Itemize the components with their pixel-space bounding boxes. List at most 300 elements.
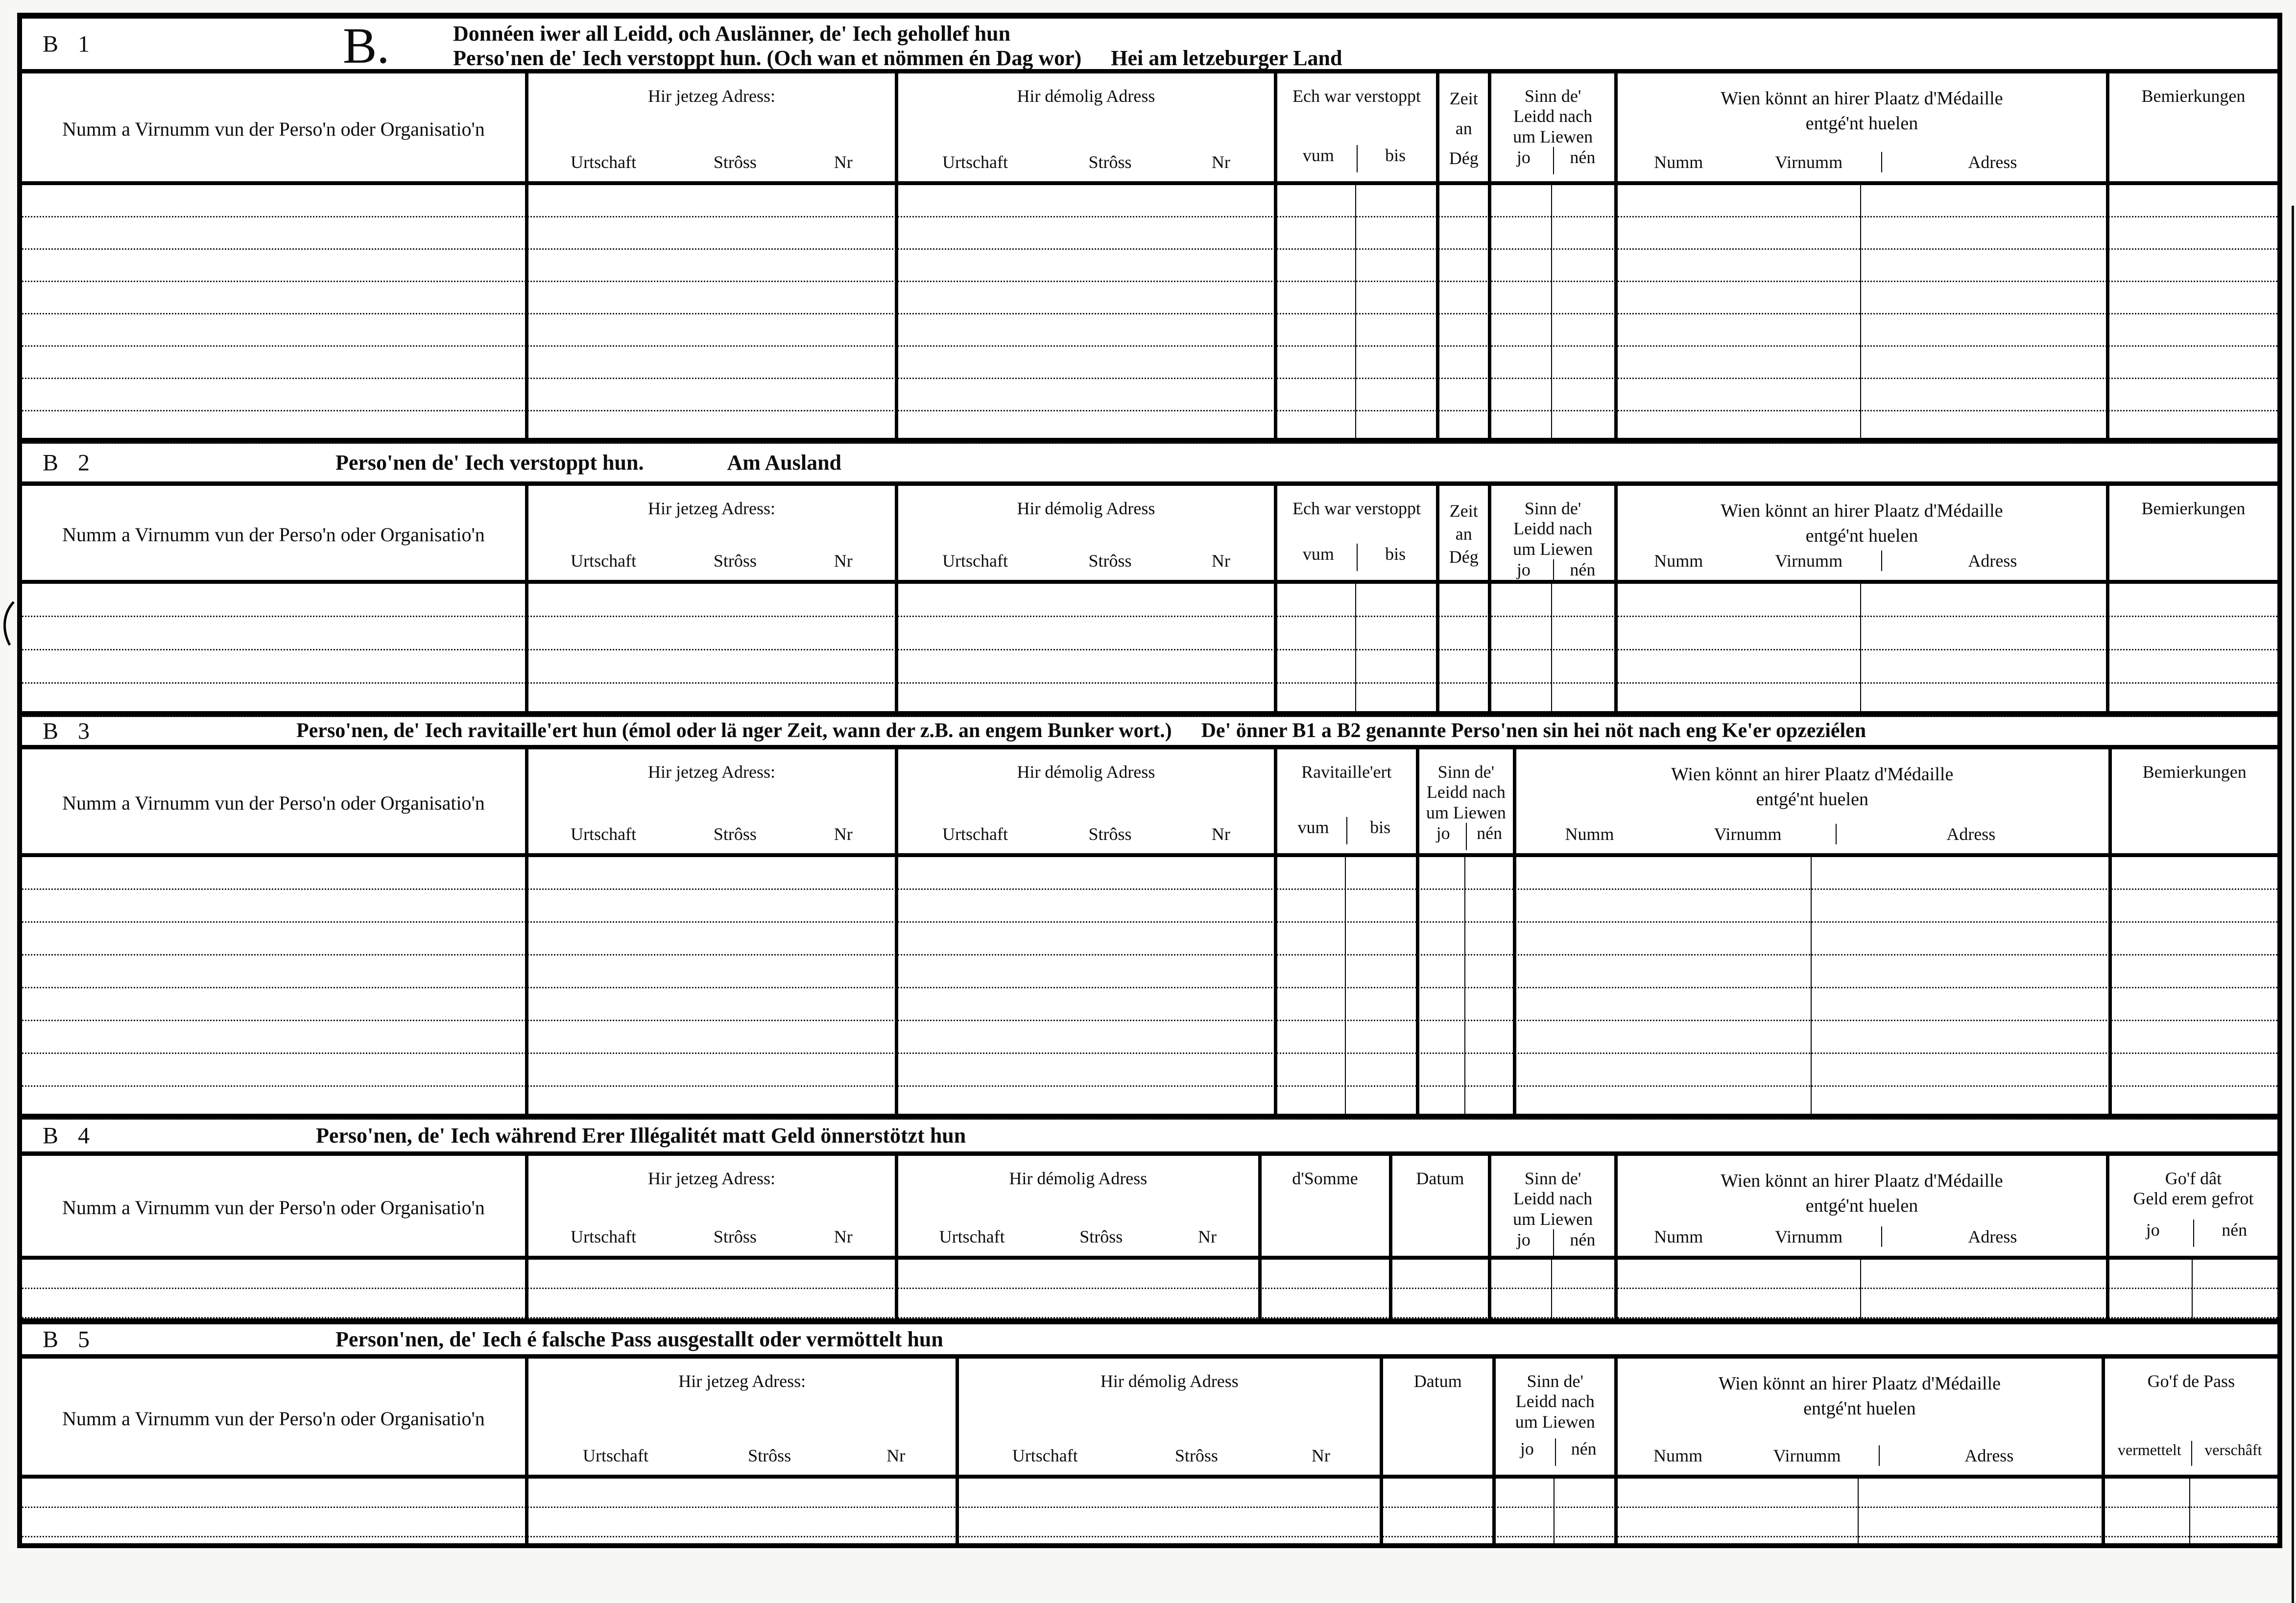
column-rule — [1258, 1260, 1262, 1318]
section-b1-title2-text: Perso'nen de' Iech verstoppt hun. (Och wan et nömmen én Dag wor) — [453, 46, 1082, 71]
still-alive-subheads — [1499, 1438, 1611, 1466]
alive-line2: Leidd nach — [1513, 106, 1593, 126]
section-b2-title-suffix: Am Ausland — [727, 450, 842, 475]
writing-line — [22, 650, 2277, 684]
section-b2-title-text: Perso'nen de' Iech verstoppt hun. — [335, 450, 644, 475]
col-still-alive — [1488, 1156, 1614, 1256]
sub-stross: Strôss — [713, 824, 757, 844]
section-b3-body — [22, 857, 2277, 1120]
form-letter: B. — [343, 18, 390, 74]
col-current-address — [525, 1156, 895, 1256]
section-b3-title-bar — [22, 717, 2277, 749]
sub-urtschaft: Urtschaft — [571, 1227, 637, 1246]
remarks-label: Bemierkungen — [2142, 762, 2247, 782]
col-still-alive — [1492, 1359, 1614, 1475]
column-rule — [1614, 185, 1618, 438]
zeit-line3: Dég — [1449, 148, 1479, 168]
col-name-label: Numm a Virnumm vun der Perso'n oder Organisatio'n — [62, 524, 485, 546]
writing-line — [22, 379, 2277, 411]
section-b3-title-suffix: De' önner B1 a B2 genannte Perso'nen sin hei nöt nach eng Ke'er opzeziélen — [1201, 719, 1866, 742]
medal-line1: Wien könnt an hirer Plaatz d'Médaille — [1671, 764, 1954, 785]
col-still-alive — [1488, 73, 1614, 181]
writing-line — [22, 1508, 2277, 1537]
column-rule — [2106, 1260, 2109, 1318]
column-rule — [525, 1260, 528, 1318]
column-rule — [895, 185, 898, 438]
sub-jo: jo — [2146, 1220, 2160, 1240]
col-name-label: Numm a Virnumm vun der Perso'n oder Organisatio'n — [62, 1407, 485, 1430]
medal-line2: entgé'nt huelen — [1805, 526, 1918, 547]
current-address-label: Hir jetzeg Adress: — [648, 499, 775, 518]
former-address-label: Hir démolig Adress — [1100, 1371, 1239, 1391]
col-name — [22, 749, 525, 853]
section-b5-header — [22, 1359, 2277, 1479]
column-rule — [1380, 1479, 1383, 1543]
sub-nr: Nr — [1197, 1227, 1217, 1246]
alive-line3: um Liewen — [1513, 126, 1593, 146]
col-zeit-an-deg — [1436, 486, 1488, 580]
sub-numm: Numm — [1654, 152, 1703, 172]
current-address-label: Hir jetzeg Adress: — [648, 762, 775, 782]
former-address-label: Hir démolig Adress — [1017, 86, 1155, 106]
hidden-period-label: Ech war verstoppt — [1292, 499, 1421, 518]
column-rule — [1436, 185, 1439, 438]
page-edge-line — [2292, 206, 2294, 1603]
column-rule — [1551, 185, 1552, 438]
col-dsomme — [1258, 1156, 1389, 1256]
alive-line3: um Liewen — [1426, 802, 1506, 822]
column-rule — [1811, 857, 1812, 1114]
col-name — [22, 1156, 525, 1256]
col-former-address — [895, 749, 1274, 853]
column-rule — [1614, 1479, 1618, 1543]
alive-line1: Sinn de' — [1527, 1371, 1584, 1391]
alive-line1: Sinn de' — [1524, 86, 1581, 106]
writing-line — [22, 314, 2277, 347]
col-name-label: Numm a Virnumm vun der Perso'n oder Organisatio'n — [62, 1196, 485, 1219]
still-alive-label — [1494, 1169, 1611, 1229]
sub-stross: Strôss — [1174, 1446, 1218, 1465]
zeit-line1: Zeit — [1449, 501, 1478, 521]
medal-subheads — [1621, 1226, 2103, 1247]
sub-stross: Strôss — [1088, 551, 1132, 571]
zeit-line1: Zeit — [1449, 89, 1478, 108]
section-b4-header — [22, 1156, 2277, 1260]
sub-nr: Nr — [1211, 824, 1230, 844]
sub-nr: Nr — [886, 1446, 906, 1465]
zeit-line2: an — [1455, 119, 1472, 139]
section-b3 — [22, 717, 2277, 1120]
writing-line — [22, 857, 2277, 890]
sub-adress: Adress — [1879, 1445, 2099, 1466]
current-address-label: Hir jetzeg Adress: — [648, 1169, 775, 1188]
sub-virnumm: Virnumm — [1775, 1227, 1843, 1246]
col-medal-recipient — [1614, 1359, 2102, 1475]
col-name — [22, 1359, 525, 1475]
alive-line2: Leidd nach — [1513, 1189, 1593, 1209]
column-rule — [895, 1260, 898, 1318]
medal-line1: Wien könnt an hirer Plaatz d'Médaille — [1721, 501, 2003, 521]
writing-line — [22, 347, 2277, 379]
sub-nr: Nr — [834, 824, 853, 844]
section-b2-code: B 2 — [43, 450, 97, 476]
current-address-subheads — [531, 1226, 892, 1247]
sub-urtschaft: Urtschaft — [1012, 1446, 1078, 1465]
writing-line — [22, 584, 2277, 617]
column-rule — [1274, 185, 1277, 438]
section-b1-title — [453, 22, 1342, 71]
money-line2: Geld erem gefrot — [2133, 1189, 2254, 1209]
medal-label — [1621, 499, 2103, 549]
handwritten-margin-mark — [0, 600, 17, 649]
medal-subheads — [1621, 152, 2103, 172]
section-b2-title — [335, 450, 841, 475]
medal-subheads — [1519, 824, 2105, 844]
column-rule — [1274, 857, 1277, 1114]
sub-nr: Nr — [834, 551, 853, 571]
current-address-label: Hir jetzeg Adress: — [678, 1371, 806, 1391]
section-b3-header — [22, 749, 2277, 857]
medal-label — [1621, 86, 2103, 137]
current-address-subheads — [531, 152, 892, 172]
section-b1-title-bar — [22, 19, 2277, 73]
ravitailleert-subheads — [1280, 817, 1413, 844]
still-alive-label — [1499, 1371, 1611, 1432]
alive-line2: Leidd nach — [1513, 519, 1593, 539]
col-name-label: Numm a Virnumm vun der Perso'n oder Organisatio'n — [62, 792, 485, 814]
column-rule — [2192, 1260, 2193, 1318]
col-former-address — [956, 1359, 1380, 1475]
column-rule — [525, 584, 528, 711]
still-alive-subheads — [1494, 1229, 1611, 1256]
still-alive-subheads — [1494, 147, 1611, 174]
alive-line3: um Liewen — [1515, 1412, 1595, 1432]
alive-line1: Sinn de' — [1437, 762, 1495, 782]
col-medal-recipient — [1614, 1156, 2106, 1256]
sub-nen: nén — [2193, 1220, 2274, 1247]
sub-nr: Nr — [1311, 1446, 1330, 1465]
former-address-subheads — [901, 1226, 1255, 1247]
hidden-period-subheads — [1280, 145, 1434, 172]
section-b5-code: B 5 — [43, 1326, 97, 1352]
col-former-address — [895, 1156, 1258, 1256]
section-b1-title-line1: Donnéen iwer all Leidd, och Auslänner, de' Iech gehollef hun — [453, 22, 1011, 46]
section-b4-body — [22, 1260, 2277, 1324]
col-former-address — [895, 486, 1274, 580]
sub-nen: nén — [1466, 823, 1512, 850]
section-b2-header — [22, 486, 2277, 584]
still-alive-label — [1494, 86, 1611, 147]
sub-nen: nén — [1553, 559, 1611, 580]
section-b4-code: B 4 — [43, 1123, 97, 1148]
sub-urtschaft: Urtschaft — [942, 551, 1008, 571]
writing-line — [22, 923, 2277, 956]
column-rule — [525, 857, 528, 1114]
section-b1-code: B 1 — [43, 31, 97, 57]
sub-vum: vum — [1302, 145, 1334, 165]
current-address-subheads — [531, 550, 892, 571]
col-name — [22, 73, 525, 181]
col-medal-recipient — [1614, 73, 2106, 181]
still-alive-label — [1494, 499, 1611, 559]
column-rule — [1488, 584, 1491, 711]
section-b5-title — [335, 1327, 943, 1351]
writing-line — [22, 1289, 2277, 1318]
former-address-subheads — [901, 152, 1271, 172]
zeit-line2: an — [1455, 524, 1472, 544]
section-b2-body — [22, 584, 2277, 717]
sub-urtschaft: Urtschaft — [571, 152, 637, 172]
writing-line — [22, 1260, 2277, 1289]
column-rule — [1554, 1479, 1555, 1543]
sub-vum: vum — [1302, 544, 1334, 564]
column-rule — [1355, 185, 1356, 438]
money-returned-subheads — [2112, 1220, 2274, 1247]
column-rule — [2189, 1479, 2190, 1543]
sub-jo: jo — [1516, 560, 1531, 580]
remarks-label: Bemierkungen — [2141, 499, 2246, 518]
column-rule — [1355, 584, 1356, 711]
sub-adress: Adress — [1881, 152, 2103, 172]
sub-urtschaft: Urtschaft — [583, 1446, 648, 1465]
column-rule — [1614, 584, 1618, 711]
column-rule — [1551, 1260, 1552, 1318]
still-alive-subheads — [1494, 559, 1611, 580]
column-rule — [1860, 185, 1861, 438]
col-former-address — [895, 73, 1274, 181]
column-rule — [2106, 185, 2109, 438]
sub-adress: Adress — [1836, 824, 2105, 844]
zeit-line3: Dég — [1449, 547, 1479, 567]
section-b5-title-text: Person'nen, de' Iech é falsche Pass ausgestallt oder vermöttelt hun — [335, 1327, 943, 1351]
alive-line3: um Liewen — [1513, 539, 1593, 559]
sub-nr: Nr — [1211, 551, 1230, 571]
alive-line1: Sinn de' — [1524, 499, 1581, 518]
hidden-period-label: Ech war verstoppt — [1292, 86, 1421, 106]
col-medal-recipient — [1614, 486, 2106, 580]
sub-nr: Nr — [834, 152, 853, 172]
writing-line — [22, 282, 2277, 314]
column-rule — [1274, 584, 1277, 711]
section-b1-header — [22, 73, 2277, 185]
writing-line — [22, 411, 2277, 444]
column-rule — [1492, 1479, 1496, 1543]
medal-line1: Wien könnt an hirer Plaatz d'Médaille — [1721, 88, 2003, 109]
col-remarks — [2106, 486, 2277, 580]
writing-line — [22, 1021, 2277, 1054]
sub-urtschaft: Urtschaft — [571, 824, 637, 844]
column-rule — [1416, 857, 1419, 1114]
column-rule — [1345, 857, 1346, 1114]
column-rule — [1464, 857, 1465, 1114]
sub-vum: vum — [1297, 817, 1329, 837]
section-b2-title-bar — [22, 444, 2277, 486]
writing-line — [22, 1087, 2277, 1120]
writing-line — [22, 250, 2277, 282]
sub-stross: Strôss — [1088, 152, 1132, 172]
writing-line — [22, 617, 2277, 650]
section-b4-title-text: Perso'nen, de' Iech während Erer Illégalitét matt Geld önnerstötzt hun — [316, 1123, 966, 1148]
section-b4-title — [316, 1123, 966, 1148]
col-current-address — [525, 1359, 956, 1475]
medal-line2: entgé'nt huelen — [1756, 789, 1868, 810]
form-b-sheet — [17, 13, 2282, 1548]
medal-subheads — [1621, 550, 2103, 571]
sub-nen: nén — [1553, 147, 1611, 174]
still-alive-subheads — [1420, 823, 1512, 850]
still-alive-label — [1420, 762, 1512, 823]
col-remarks — [2106, 73, 2277, 181]
current-address-label: Hir jetzeg Adress: — [648, 86, 775, 106]
col-datum — [1389, 1156, 1488, 1256]
writing-line — [22, 1054, 2277, 1087]
sub-vermettelt: vermettelt — [2117, 1441, 2181, 1459]
col-name-label: Numm a Virnumm vun der Perso'n oder Organisatio'n — [62, 118, 485, 140]
money-line1: Go'f dât — [2165, 1169, 2222, 1188]
remarks-label: Bemierkungen — [2141, 86, 2246, 106]
ravitailleert-label: Ravitaille'ert — [1301, 762, 1392, 782]
sub-nr: Nr — [1211, 152, 1230, 172]
section-b3-title-text: Perso'nen, de' Iech ravitaille'ert hun (émol oder lä nger Zeit, wann der z.B. an engem Bunker wort.) — [296, 719, 1172, 742]
sub-adress: Adress — [1881, 550, 2103, 571]
sub-stross: Strôss — [713, 1227, 757, 1246]
section-b4 — [22, 1120, 2277, 1324]
section-b5-title-bar — [22, 1324, 2277, 1359]
current-address-subheads — [531, 824, 892, 844]
former-address-label: Hir démolig Adress — [1017, 762, 1155, 782]
sub-urtschaft: Urtschaft — [942, 824, 1008, 844]
section-b1 — [22, 19, 2277, 444]
dsomme-label: d'Somme — [1292, 1169, 1358, 1188]
medal-line2: entgé'nt huelen — [1805, 113, 1918, 134]
alive-line2: Leidd nach — [1426, 782, 1506, 802]
column-rule — [1488, 1260, 1491, 1318]
sub-stross: Strôss — [713, 551, 757, 571]
column-rule — [2106, 584, 2109, 711]
writing-line — [22, 217, 2277, 250]
former-address-label: Hir démolig Adress — [1009, 1169, 1148, 1188]
col-current-address — [525, 486, 895, 580]
medal-label — [1621, 1371, 2099, 1422]
sub-verschaft: verschâft — [2191, 1441, 2274, 1466]
column-rule — [2108, 857, 2112, 1114]
col-current-address — [525, 749, 895, 853]
zeit-an-deg-label — [1440, 86, 1487, 172]
sub-virnumm: Virnumm — [1775, 152, 1843, 172]
column-rule — [2102, 1479, 2105, 1543]
sub-numm: Numm — [1654, 551, 1703, 571]
sub-virnumm: Virnumm — [1773, 1446, 1841, 1465]
alive-line1: Sinn de' — [1524, 1169, 1581, 1188]
column-rule — [1858, 1479, 1859, 1543]
sub-bis: bis — [1346, 817, 1413, 844]
column-rule — [1513, 857, 1516, 1114]
column-rule — [1614, 1260, 1618, 1318]
writing-line — [22, 988, 2277, 1021]
section-b5 — [22, 1324, 2277, 1543]
column-rule — [1860, 1260, 1861, 1318]
datum-label: Datum — [1413, 1371, 1462, 1391]
col-ravitailleert — [1274, 749, 1416, 853]
section-b4-title-bar — [22, 1120, 2277, 1156]
zeit-an-deg-label — [1440, 499, 1487, 571]
column-rule — [525, 1479, 528, 1543]
writing-line — [22, 684, 2277, 717]
col-hidden-period — [1274, 73, 1436, 181]
sub-jo: jo — [1516, 147, 1531, 167]
sub-urtschaft: Urtschaft — [571, 551, 637, 571]
column-rule — [525, 185, 528, 438]
medal-line1: Wien könnt an hirer Plaatz d'Médaille — [1718, 1373, 2001, 1394]
medal-label — [1519, 762, 2105, 813]
pass-provided-subheads — [2108, 1441, 2274, 1466]
writing-line — [22, 890, 2277, 923]
section-b3-code: B 3 — [43, 718, 97, 744]
column-rule — [895, 857, 898, 1114]
col-name — [22, 486, 525, 580]
column-rule — [1436, 584, 1439, 711]
col-zeit-an-deg — [1436, 73, 1488, 181]
pass-provided-label: Go'f de Pass — [2147, 1371, 2235, 1391]
column-rule — [895, 584, 898, 711]
sub-jo: jo — [1436, 823, 1450, 843]
col-hidden-period — [1274, 486, 1436, 580]
sub-numm: Numm — [1654, 1227, 1703, 1246]
sub-numm: Numm — [1653, 1446, 1703, 1465]
col-remarks — [2108, 749, 2277, 853]
former-address-subheads — [962, 1445, 1377, 1466]
section-b3-title — [296, 719, 1866, 743]
alive-line2: Leidd nach — [1515, 1391, 1595, 1412]
sub-urtschaft: Urtschaft — [939, 1227, 1005, 1246]
column-rule — [1488, 185, 1491, 438]
writing-line — [22, 956, 2277, 988]
sub-nen: nén — [1555, 1438, 1611, 1466]
sub-jo: jo — [1516, 1230, 1531, 1250]
col-still-alive — [1488, 486, 1614, 580]
medal-line2: entgé'nt huelen — [1805, 1196, 1918, 1217]
col-datum — [1380, 1359, 1492, 1475]
sub-urtschaft: Urtschaft — [942, 152, 1008, 172]
former-address-subheads — [901, 824, 1271, 844]
former-address-label: Hir démolig Adress — [1017, 499, 1155, 518]
column-rule — [956, 1479, 959, 1543]
medal-label — [1621, 1169, 2103, 1219]
hidden-period-subheads — [1280, 544, 1434, 571]
former-address-subheads — [901, 550, 1271, 571]
sub-stross: Strôss — [1079, 1227, 1123, 1246]
medal-subheads — [1621, 1445, 2099, 1466]
alive-line3: um Liewen — [1513, 1209, 1593, 1229]
sub-nr: Nr — [834, 1227, 853, 1246]
column-rule — [1860, 584, 1861, 711]
column-rule — [1551, 584, 1552, 711]
sub-stross: Strôss — [748, 1446, 791, 1465]
sub-nen: nén — [1553, 1229, 1611, 1256]
section-b5-body — [22, 1479, 2277, 1543]
writing-line — [22, 1479, 2277, 1508]
writing-line — [22, 185, 2277, 217]
sub-jo: jo — [1520, 1439, 1534, 1459]
col-still-alive — [1416, 749, 1513, 853]
datum-label: Datum — [1416, 1169, 1464, 1188]
section-b1-title-suffix: Hei am letzeburger Land — [1111, 46, 1342, 71]
column-rule — [1389, 1260, 1392, 1318]
sub-virnumm: Virnumm — [1775, 551, 1843, 571]
sub-bis: bis — [1357, 145, 1433, 172]
sub-numm: Numm — [1565, 824, 1614, 844]
col-pass-provided — [2102, 1359, 2277, 1475]
